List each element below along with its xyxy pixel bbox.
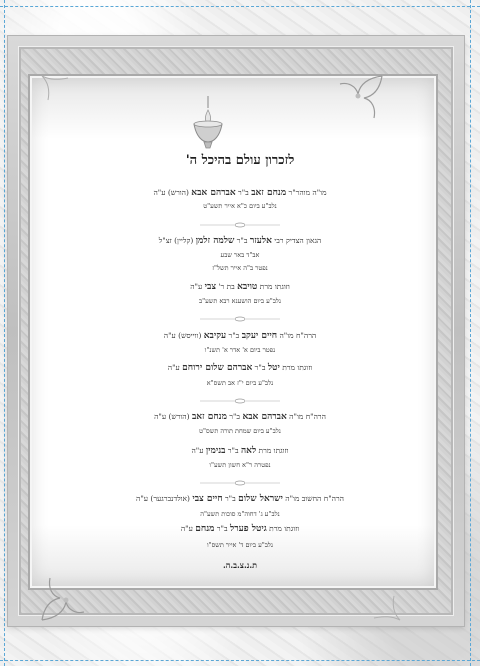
entry-line: נלב"ע ביום הושענא רבא תשע"ב — [198, 297, 282, 305]
entry-line: וזוגתו מרת טויבא בת ר' צבי ע"ה — [190, 282, 290, 292]
entry-line: נלב"ע ביום כ"א אייר תשע"ט — [203, 202, 277, 210]
entry-line: הרה"ח מו"ה אברהם אבא ב"ר מנחם זאב (הורש) ע"ה — [154, 412, 326, 422]
top-left-ornament-icon — [40, 74, 86, 120]
entry-line: נלב"ע ביום י"ז אב תשס"א — [206, 379, 274, 387]
bottom-right-ornament-icon — [356, 576, 402, 622]
page-title: לזכרון עולם בהיכל ה' — [185, 153, 295, 168]
entry-line: אב"ד באר שבע — [220, 251, 260, 259]
entry-line: מו"ה מוהר"ר מנחם זאב ב"ר אברהם אבא (הורש) ע"ה — [153, 188, 327, 198]
entry-line: וזוגתו מרת גיטל פערל ב"ר מנחם ע"ה — [180, 524, 300, 534]
entry-line: נפטרה ר"א חשון תשע"ו — [209, 461, 271, 469]
entry-line: נלב"ע ביום שמחת תורה תשס"ט — [199, 427, 281, 435]
crop-guide-bottom — [0, 660, 480, 661]
divider-ornament-icon — [200, 398, 280, 404]
memorial-lamp-icon — [188, 96, 228, 152]
top-right-ornament-icon — [338, 74, 384, 120]
entry-line: נלב"ע ביום ד' אייר תשס"ו — [206, 541, 274, 549]
crop-guide-top — [0, 6, 480, 7]
entry-line: וזוגתו מרת יטל ב"ר אברהם שלום ירוחם ע"ה — [167, 363, 313, 373]
divider-ornament-icon — [200, 316, 280, 322]
entry-line: הרה"ח מו"ה חיים יעקב ב"ר עקיבא (ווייסש) ע"ה — [163, 331, 317, 341]
entry-line: נלב"ע ג' דחוה"מ סוכות תשע"ה — [200, 510, 280, 518]
entry-line: הגאון הצדיק רבי אלעזר ב"ר שלמה זלמן (קליין) זצ"ל — [158, 236, 322, 246]
entry-line: נפטר ביום א' אדר א' תשנ"ו — [204, 346, 276, 354]
bottom-left-ornament-icon — [40, 576, 86, 622]
divider-ornament-icon — [200, 222, 280, 228]
closing-blessing: ת.נ.צ.ב.ה. — [222, 560, 258, 570]
entry-line: הרה"ח החשוב מו"ה ישראל שלום ב"ר חיים צבי (אולדנברגער) ע"ה — [136, 494, 344, 504]
entry-line: וזוגתו מרת לאה ב"ר בנימין ע"ה — [191, 446, 289, 456]
divider-ornament-icon — [200, 480, 280, 486]
entry-line: נפטר ב"ה אייר תשל"ז — [212, 264, 268, 272]
